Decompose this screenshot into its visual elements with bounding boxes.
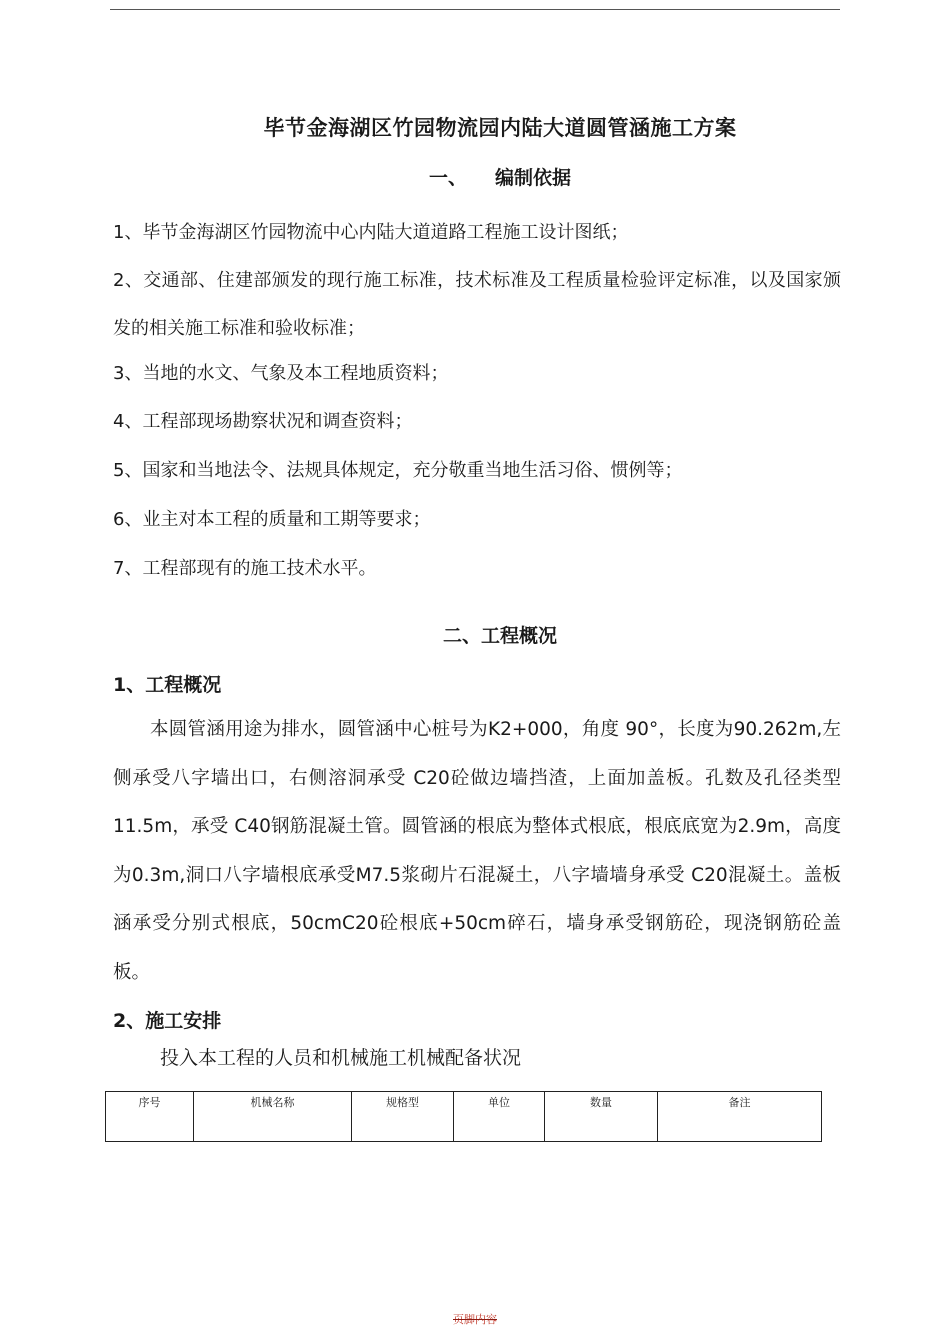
table-header-cell: 机械名称: [194, 1092, 352, 1142]
section-1-number: 一、: [428, 167, 467, 189]
section-2-heading: 二、工程概况: [442, 625, 557, 647]
basis-item-4: 4、工程部现场勘察状况和调查资料；: [113, 411, 413, 432]
equipment-intro: 投入本工程的人员和机械施工机械配备状况: [160, 1047, 522, 1069]
subsection-arrangement-heading: 2、施工安排: [113, 1010, 222, 1032]
table-header-row: [106, 1092, 822, 1142]
header-rule: [110, 9, 840, 10]
basis-item-1: 1、毕节金海湖区竹园物流中心内陆大道道路工程施工设计图纸；: [113, 222, 629, 243]
basis-item-3: 3、当地的水文、气象及本工程地质资料；: [113, 363, 449, 384]
section-1-heading: [0, 163, 950, 190]
basis-item-6: 6、业主对本工程的质量和工期等要求；: [113, 509, 431, 530]
basis-item-5: 5、国家和当地法令、法规具体规定，充分敬重当地生活习俗、惯例等；: [113, 460, 683, 481]
basis-item-2: 2、交通部、住建部颁发的现行施工标准，技术标准及工程质量检验评定标准，以及国家颁发的相关施工标准和验收标准；: [113, 270, 841, 339]
table-header-cell: 数量: [545, 1092, 658, 1142]
overview-paragraph: 本圆管涵用途为排水，圆管涵中心桩号为K2+000，角度 90°，长度为90.262m,左侧承受八字墙出口，右侧溶洞承受 C20砼做边墙挡渣，上面加盖板。孔数及孔径类型 11.5m，承受 C40钢筋混凝土管。圆管涵的根底为整体式根底，根底底宽为2.9m，高度为0.3m,洞口八字墙根底承受M7.5浆砌片石混凝土，八字墙墙身承受 C20混凝土。盖板涵承受分别式根底，50cmC20砼根底+50cm碎石，墙身承受钢筋砼，现浇钢筋砼盖板。: [113, 719, 841, 983]
equipment-table: [105, 1091, 822, 1142]
section-1-title: 编制依据: [495, 167, 572, 189]
table-header-cell: 规格型: [352, 1092, 454, 1142]
subsection-overview-heading: 1、工程概况: [113, 674, 222, 696]
table-header-cell: 单位: [454, 1092, 545, 1142]
page-footer: 页脚内容: [453, 1313, 497, 1326]
table-header-cell: 序号: [106, 1092, 194, 1142]
document-title: 毕节金海湖区竹园物流园内陆大道圆管涵施工方案: [263, 116, 737, 140]
basis-item-7: 7、工程部现有的施工技术水平。: [113, 558, 377, 579]
table-header-cell: 备注: [658, 1092, 822, 1142]
